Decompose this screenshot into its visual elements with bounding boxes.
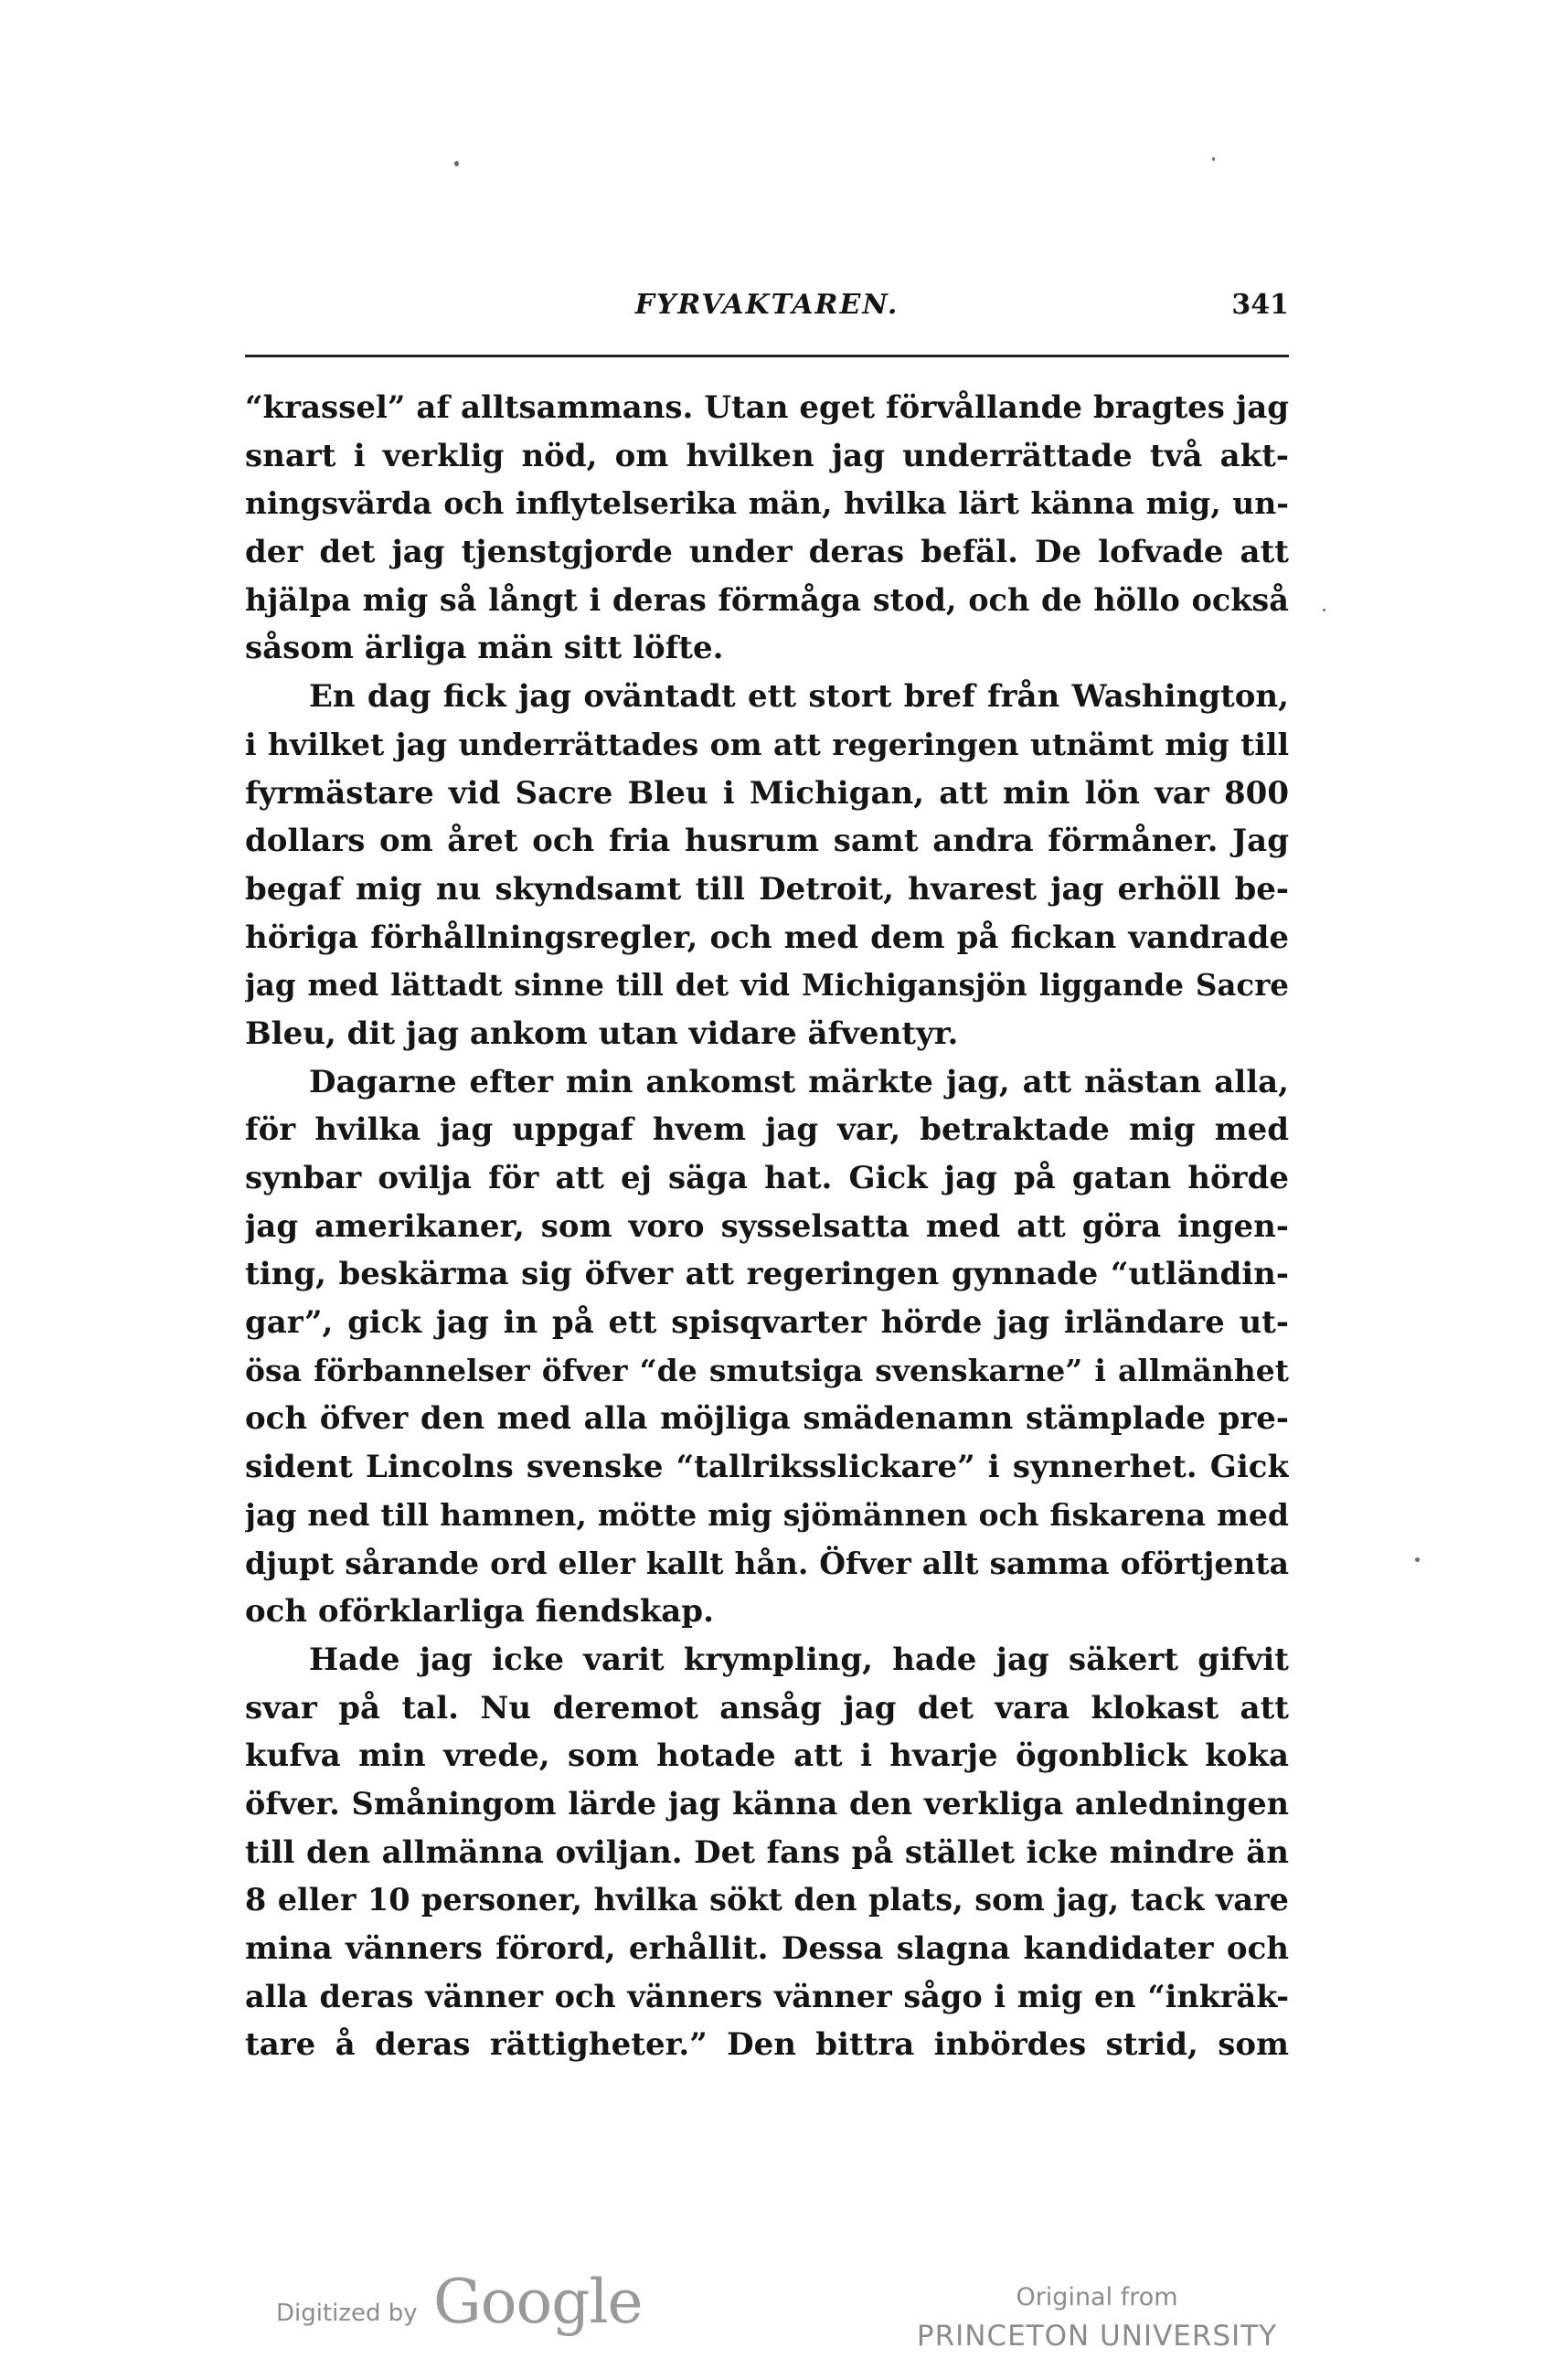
original-source-watermark	[887, 2279, 1307, 2356]
institution-name: PRINCETON UNIVERSITY	[916, 2320, 1278, 2353]
page-header	[245, 289, 1289, 329]
body-text	[245, 384, 1289, 2069]
paragraph-end-line: och oförklarliga fiendskap.	[245, 1593, 714, 1631]
scan-speck	[454, 161, 459, 166]
text-line: jag ned till hamnen, mötte mig sjömännen och fiskarena med	[245, 1496, 1289, 1533]
paragraph-end-line: Bleu, dit jag ankom utan vidare äfventyr.	[245, 1015, 959, 1052]
paragraph-start-line: Hade jag icke varit krympling, hade jag säkert gifvit	[309, 1641, 1289, 1678]
text-line: begaf mig nu skyndsamt till Detroit, hvarest jag erhöll be-	[245, 870, 1289, 908]
digitized-by-watermark	[276, 2258, 660, 2358]
header-rule	[245, 355, 1289, 357]
text-line: för hvilka jag uppgaf hvem jag var, betraktade mig med	[245, 1111, 1289, 1149]
text-line: der det jag tjenstgjorde under deras befäl. De lofvade att	[245, 534, 1289, 571]
text-line: synbar ovilja för att ej säga hat. Gick jag på gatan hörde	[245, 1160, 1289, 1196]
google-logo: Google	[433, 2267, 643, 2337]
text-line: fyrmästare vid Sacre Bleu i Michigan, att min lön var 800	[245, 774, 1289, 812]
text-line: öfver. Småningom lärde jag känna den verkliga anledningen	[245, 1785, 1289, 1822]
original-from-label: Original from	[1016, 2283, 1178, 2311]
text-line: och öfver den med alla möjliga smädenamn stämplade pre-	[245, 1400, 1289, 1438]
text-line: svar på tal. Nu deremot ansåg jag det vara klokast att	[245, 1689, 1289, 1727]
paragraph-start-line: Dagarne efter min ankomst märkte jag, att nästan alla,	[309, 1063, 1289, 1100]
text-line: dollars om året och fria husrum samt andra förmåner. Jag	[245, 823, 1289, 860]
text-line: hjälpa mig så långt i deras förmåga stod, och de höllo också	[245, 581, 1289, 618]
text-line: alla deras vänner och vänners vänner sågo i mig en “inkräk-	[245, 1978, 1289, 2014]
text-line: 8 eller 10 personer, hvilka sökt den plats, som jag, tack vare	[245, 1882, 1289, 1918]
text-line: mina vänners förord, erhållit. Dessa slagna kandidater och	[245, 1930, 1289, 1967]
text-line: ningsvärda och inflytelserika män, hvilka lärt känna mig, un-	[245, 485, 1289, 522]
text-line: ting, beskärma sig öfver att regeringen gynnade “utländin-	[245, 1256, 1289, 1293]
text-line: gar”, gick jag in på ett spisqvarter hörde jag irländare ut-	[245, 1304, 1289, 1342]
text-line: jag amerikaner, som voro sysselsatta med att göra ingen-	[245, 1207, 1289, 1245]
text-line: höriga förhållningsregler, och med dem på fickan vandrade	[245, 919, 1289, 956]
text-line: jag med lättadt sinne till det vid Michigansjön liggande Sacre	[245, 967, 1289, 1004]
text-line: snart i verklig nöd, om hvilken jag underrättade två akt-	[245, 437, 1289, 474]
text-line: djupt sårande ord eller kallt hån. Öfver allt samma oförtjenta	[245, 1545, 1289, 1581]
text-line: “krassel” af alltsammans. Utan eget förvållande bragtes jag	[245, 389, 1289, 426]
text-line: tare å deras rättigheter.” Den bittra inbördes strid, som	[245, 2026, 1289, 2064]
paragraph-end-line: såsom ärliga män sitt löfte.	[245, 630, 724, 667]
text-line: sident Lincolns svenske “tallriksslickare” i synnerhet. Gick	[245, 1449, 1289, 1486]
text-line: ösa förbannelser öfver “de smutsiga svenskarne” i allmänhet	[245, 1352, 1289, 1388]
digitized-by-label: Digitized by	[276, 2300, 418, 2327]
text-line: i hvilket jag underrättades om att regeringen utnämt mig till	[245, 726, 1289, 762]
paragraph-start-line: En dag fick jag oväntadt ett stort bref från Washington,	[309, 678, 1289, 716]
scan-speck	[1212, 157, 1215, 161]
running-title: FYRVAKTAREN.	[634, 289, 899, 321]
text-line: till den allmänna oviljan. Det fans på stället icke mindre än	[245, 1833, 1289, 1871]
text-line: kufva min vrede, som hotade att i hvarje ögonblick koka	[245, 1737, 1289, 1775]
page-number: 341	[1231, 289, 1289, 321]
scan-speck	[1415, 1557, 1420, 1562]
scan-speck	[1323, 609, 1325, 611]
